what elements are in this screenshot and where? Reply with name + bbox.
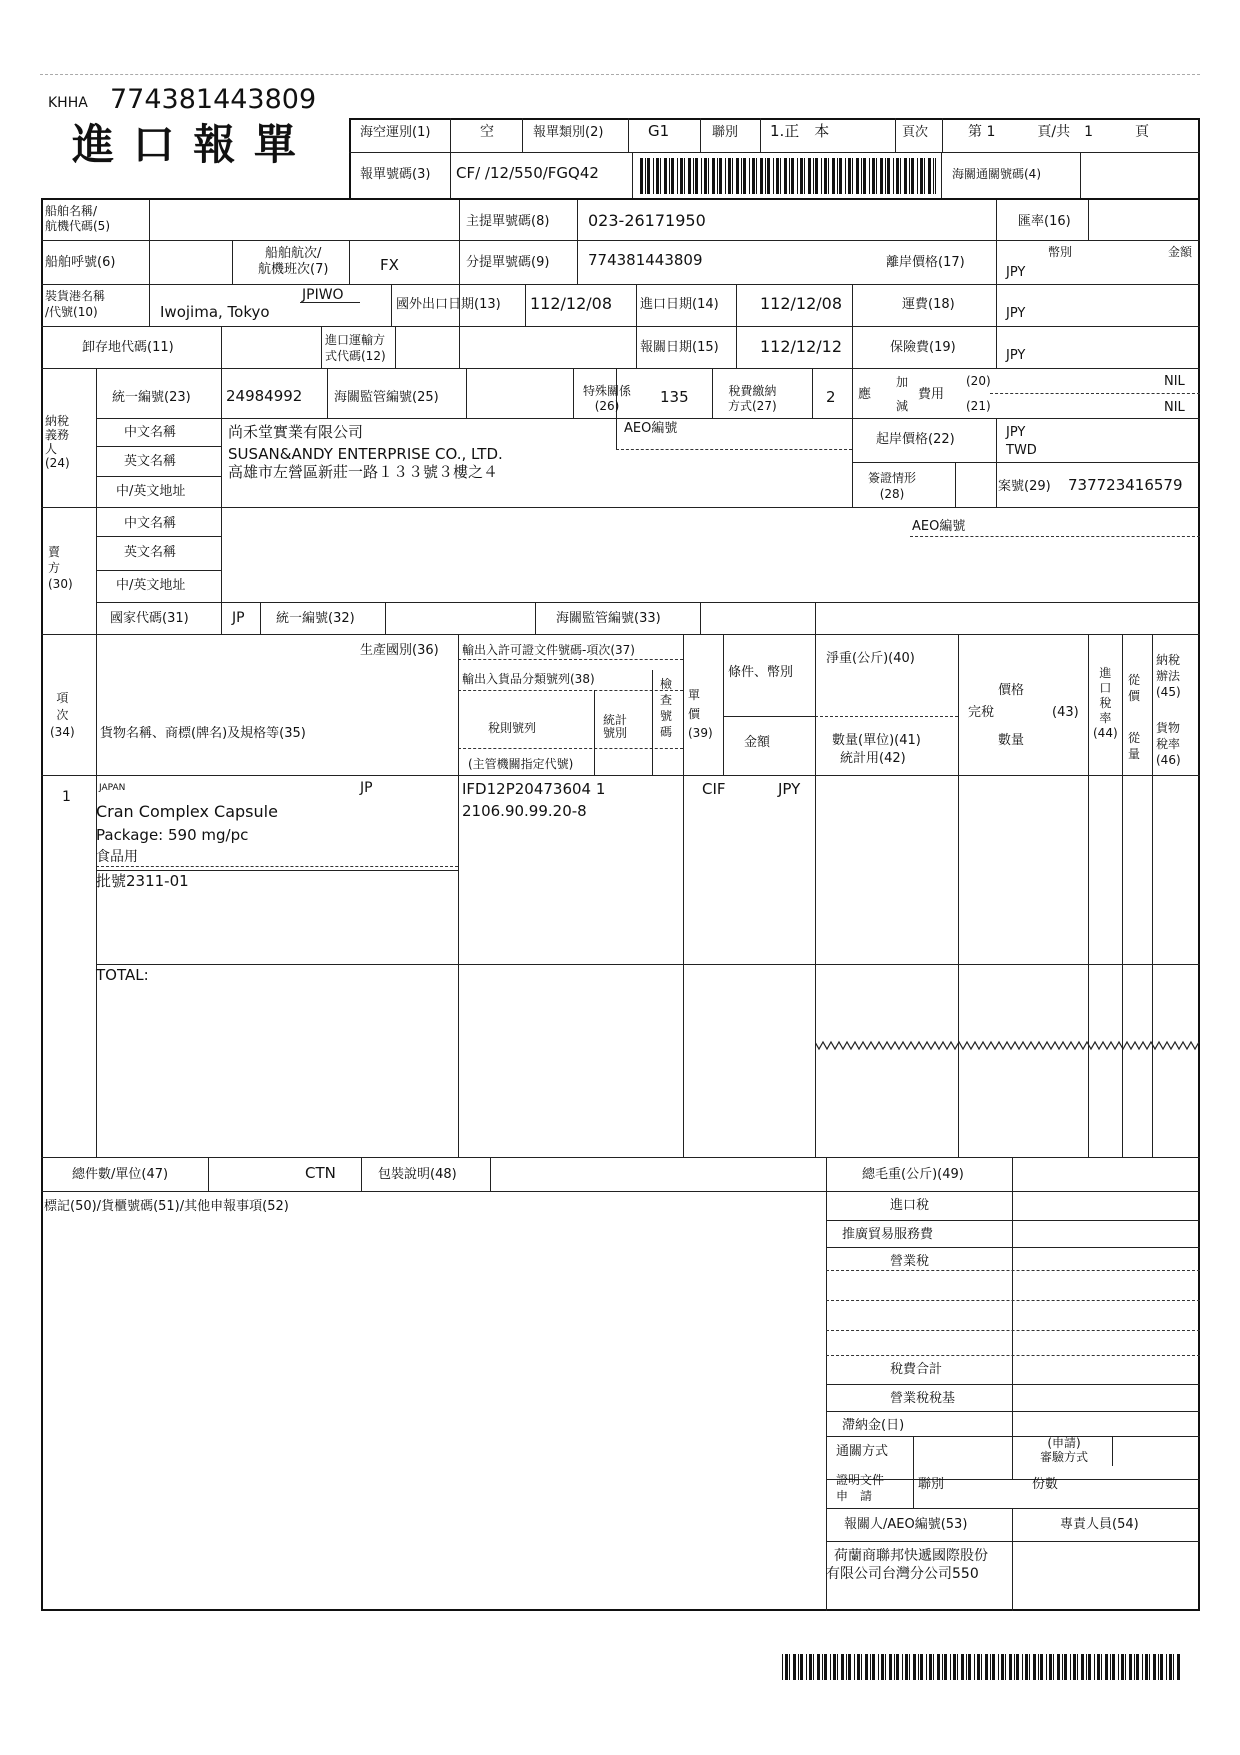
port-label: 裝貨港名稱 /代號(10) (45, 289, 106, 319)
taxpayer-supervise-label: 海關監管編號(25) (334, 390, 439, 405)
item-package: Package: 590 mg/pc (96, 826, 249, 844)
copies-label: 份數 (1032, 1477, 1059, 1492)
port-name: Iwojima, Tokyo (160, 303, 270, 321)
agency-col-label: (主管機關指定代號) (468, 757, 574, 771)
decl-no-label: 報單號碼(3) (360, 167, 431, 182)
taxpayer-en-name-label: 英文名稱 (124, 454, 177, 469)
taxpayer-aeo-label: AEO編號 (624, 421, 678, 436)
country-value: JP (232, 610, 245, 626)
price-col-label: 價格 (998, 683, 1025, 698)
header-tracking-no: 774381443809 (110, 84, 317, 115)
copy-col-label: 聯別 (918, 1477, 945, 1492)
vessel-label: 船舶名稱/ 航機代碼(5) (45, 204, 110, 233)
cert-label: 簽證情形 (28) (868, 471, 917, 501)
tax-row-label: 營業稅 (890, 1254, 930, 1269)
goods-tax-col-label: 貨物 稅率 (46) (1156, 721, 1181, 767)
add-code: (20) (966, 374, 991, 388)
taxpayer-en-name: SUSAN&ANDY ENTERPRISE CO., LTD. (228, 445, 503, 463)
buyer-cn-name-label: 中文名稱 (124, 516, 177, 531)
qty-col-label: 數量(單位)(41) (832, 733, 921, 748)
broker-name-1: 荷蘭商聯邦快遞國際股份 (834, 1548, 988, 1564)
qty2-col-label: 數量 (998, 733, 1025, 748)
net-weight-col-label: 淨重(公斤)(40) (826, 651, 915, 666)
tracking-barcode (782, 1654, 1180, 1680)
freight-label: 運費(18) (902, 297, 955, 312)
permit-col-label: 輸出入許可證文件號碼-項次(37) (462, 643, 635, 657)
clearance-label: 通關方式 (836, 1444, 889, 1459)
storage-label: 卸存地代碼(11) (82, 340, 174, 355)
voyage-value: FX (380, 256, 399, 274)
ad-val-col-label: 從 價 (1128, 673, 1141, 703)
cif-currency-1: JPY (1006, 425, 1026, 440)
item-permit-no: IFD12P20473604 1 (462, 780, 606, 798)
page-title: 進 口 報 單 (72, 120, 298, 169)
item-name: Cran Complex Capsule (96, 802, 278, 821)
buyer-en-name-label: 英文名稱 (124, 545, 177, 560)
officer-label: 專責人員(54) (1060, 1517, 1139, 1532)
insurance-currency: JPY (1006, 348, 1026, 363)
country-label: 國家代碼(31) (110, 611, 189, 626)
origin-col-label: 生產國別(36) (360, 643, 439, 658)
taxpayer-cn-name: 尚禾堂實業有限公司 (228, 423, 364, 441)
voyage-label: 船舶航次/ 航機班次(7) (258, 246, 329, 277)
declare-date-value: 112/12/12 (760, 337, 843, 356)
cif-label: 起岸價格(22) (876, 432, 955, 447)
total-label: TOTAL: (96, 966, 149, 984)
transport-value: 空 (480, 124, 494, 140)
terms-col-label: 條件、幣別 (728, 665, 794, 680)
item-col-label: 項 次 (34) (50, 691, 75, 739)
case-label: 案號(29) (998, 479, 1051, 494)
buyer-supervise-label: 海關監管編號(33) (556, 611, 661, 626)
decl-type-label: 報單類別(2) (533, 125, 604, 140)
broker-label: 報關人/AEO編號(53) (844, 1517, 968, 1532)
sub-value: NIL (1164, 400, 1185, 415)
doc-label: 證明文件 申 請 (836, 1473, 885, 1503)
marks-label: 標記(50)/貨櫃號碼(51)/其他申報事項(52) (44, 1199, 289, 1214)
tax-row-label: 營業稅稅基 (890, 1391, 956, 1406)
taxpayer-uid-label: 統一編號(23) (112, 390, 191, 405)
house-bl-label: 分提單號碼(9) (466, 255, 550, 270)
item-origin-code: JP (360, 780, 373, 796)
stat-use-col-label: 統計用(42) (840, 751, 906, 766)
cif-currency-2: TWD (1006, 443, 1037, 458)
class-col-label: 輸出入貨品分類號列(38) (462, 672, 595, 686)
special-value: 135 (660, 388, 689, 406)
case-value: 737723416579 (1068, 476, 1183, 494)
duty-col-label: 完稅 (968, 705, 995, 720)
declaration-barcode (640, 158, 936, 194)
special-label: 特殊關係 (26) (583, 384, 632, 413)
export-date-label: 國外出口日期(13) (396, 297, 501, 312)
house-bl-value: 774381443809 (588, 251, 703, 269)
buyer-uid-label: 統一編號(32) (276, 611, 355, 626)
port-code: JPIWO (302, 287, 344, 303)
taxpayer-address: 高雄市左營區新莊一路１３３號３樓之４ (228, 463, 499, 481)
transport-label: 海空運別(1) (360, 125, 431, 140)
taxpayer-cn-name-label: 中文名稱 (124, 425, 177, 440)
item-usage: 食品用 (96, 849, 138, 865)
fob-currency: JPY (1006, 265, 1026, 280)
amount-label: 金額 (1168, 245, 1193, 259)
decl-no-value: CF/ /12/550/FGQ42 (456, 164, 599, 182)
total-wavy-line (815, 1040, 1200, 1052)
add-label: 加 (896, 375, 909, 389)
insurance-label: 保險費(19) (890, 340, 956, 355)
taxpayer-section-label: 納稅 義務 人 (24) (45, 414, 70, 470)
gross-label: 總毛重(公斤)(49) (862, 1167, 964, 1182)
copy-label: 聯別 (712, 125, 739, 140)
master-bl-label: 主提單號碼(8) (466, 214, 550, 229)
taxpayer-uid-value: 24984992 (226, 387, 303, 405)
broker-name-2: 有限公司台灣分公司550 (826, 1566, 979, 1582)
fob-label: 離岸價格(17) (886, 255, 965, 270)
customs-code-label: 海關通關號碼(4) (952, 167, 1041, 181)
tax-method-col-label: 納稅 辦法 (45) (1156, 653, 1181, 699)
header-prefix: KHHA (48, 95, 88, 111)
currency-label: 幣別 (1048, 245, 1073, 259)
duty-col-no: (43) (1052, 705, 1079, 720)
tariff-col-label: 稅則號列 (488, 721, 537, 735)
page-value: 第 1 頁/共 1 頁 (968, 124, 1149, 140)
pkg-label: 總件數/單位(47) (72, 1167, 169, 1182)
freight-currency: JPY (1006, 306, 1026, 321)
declare-date-label: 報關日期(15) (640, 340, 719, 355)
buyer-address-label: 中/英文地址 (116, 578, 186, 593)
buyer-section-label: 賣 方 (30) (48, 545, 73, 591)
spec-col-label: 從 量 (1128, 731, 1141, 761)
adjust-label: 應 (858, 387, 872, 402)
item-terms: CIF (702, 780, 726, 798)
page-label: 頁次 (902, 125, 929, 140)
taxpayer-address-label: 中/英文地址 (116, 484, 186, 499)
tax-row-label: 滯納金(日) (842, 1418, 905, 1433)
item-batch: 批號2311-01 (96, 872, 189, 890)
export-date-value: 112/12/08 (530, 294, 613, 313)
call-sign-label: 船舶呼號(6) (45, 255, 116, 270)
copy-value: 1.正 本 (770, 122, 830, 140)
pay-method-label: 稅費繳納 方式(27) (728, 384, 777, 413)
sub-code: (21) (966, 399, 991, 413)
rate-label: 匯率(16) (1018, 214, 1071, 229)
decl-type-value: G1 (648, 122, 670, 140)
sub-label: 減 (896, 399, 909, 413)
tax-row-label: 稅費合計 (890, 1362, 943, 1377)
fee-label: 費用 (918, 387, 945, 402)
tax-row-label: 推廣貿易服務費 (842, 1227, 934, 1242)
unit-price-col-label: 單 價 (39) (688, 688, 713, 740)
apply-label: (申請) 審驗方式 (1040, 1436, 1089, 1464)
item-origin-small: JAPAN (99, 783, 126, 793)
stat-col-label: 統計 號別 (603, 713, 628, 740)
goods-col-label: 貨物名稱、商標(牌名)及規格等(35) (100, 726, 306, 741)
add-value: NIL (1164, 374, 1185, 389)
item-no: 1 (62, 789, 71, 805)
item-currency: JPY (778, 780, 801, 798)
inspect-col-label: 檢 查 號 碼 (660, 677, 673, 739)
buyer-aeo-label: AEO編號 (912, 519, 966, 534)
item-tariff-no: 2106.90.99.20-8 (462, 802, 587, 820)
pack-desc-label: 包裝說明(48) (378, 1167, 457, 1182)
import-date-label: 進口日期(14) (640, 297, 719, 312)
import-date-value: 112/12/08 (760, 294, 843, 313)
amount-col-label: 金額 (744, 735, 771, 750)
transport-mode-label: 進口運輸方 式代碼(12) (325, 333, 386, 363)
import-rate-col-label: 進 口 稅 率 (44) (1093, 666, 1118, 740)
master-bl-value: 023-26171950 (588, 211, 706, 230)
tax-row-label: 進口稅 (890, 1198, 930, 1213)
pay-method-value: 2 (826, 388, 836, 406)
pkg-unit: CTN (305, 1164, 336, 1182)
